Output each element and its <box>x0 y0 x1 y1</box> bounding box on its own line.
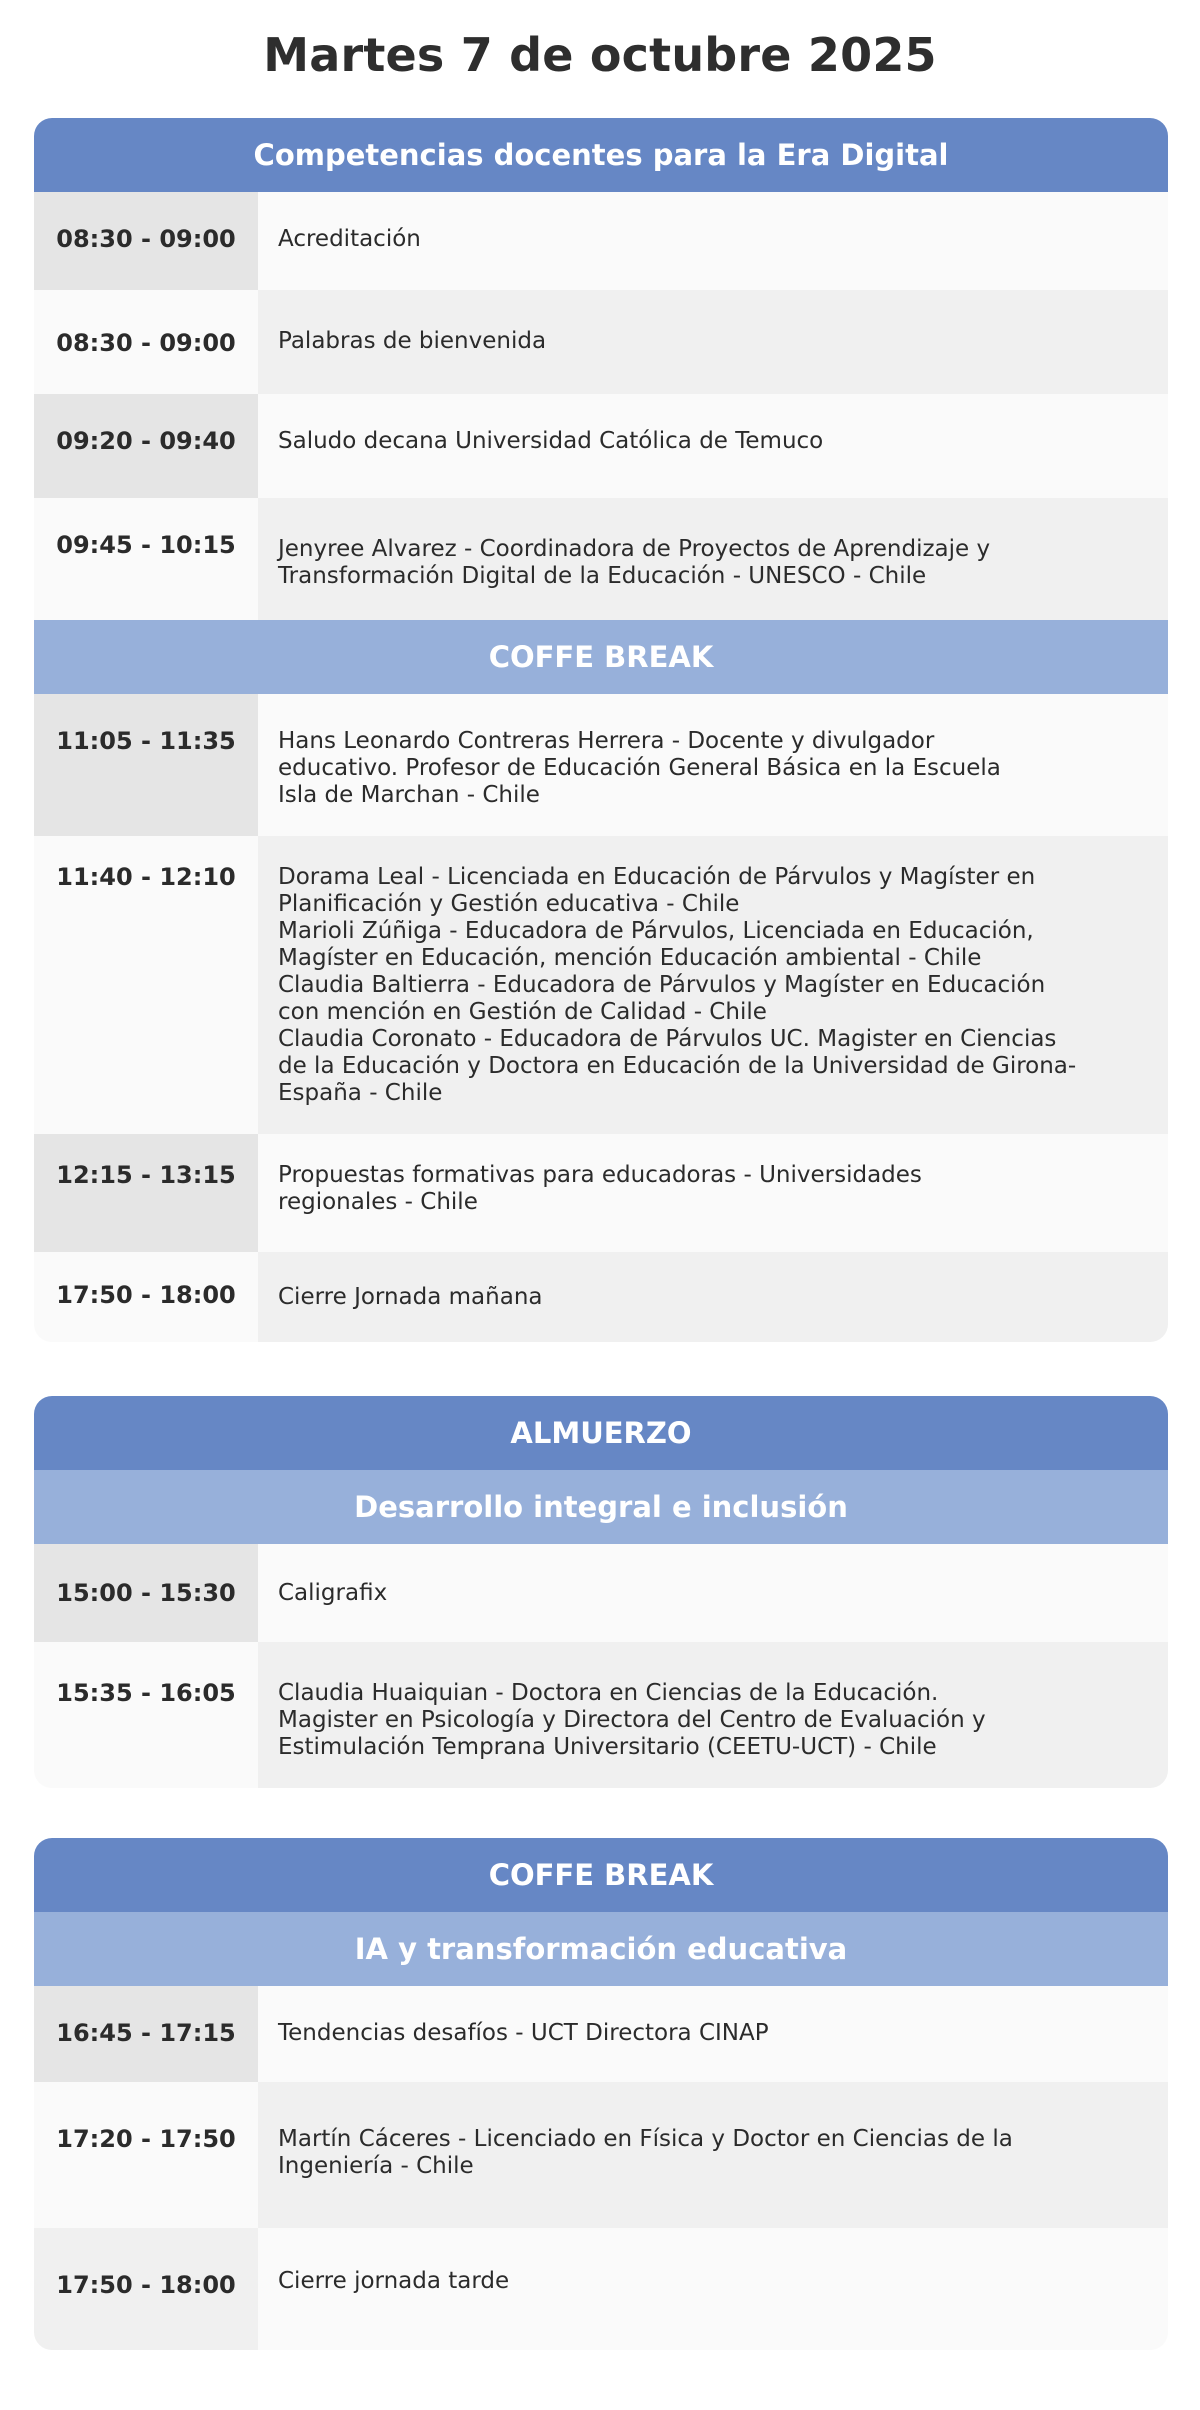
schedule-row <box>34 394 1168 498</box>
time-cell: 08:30 - 09:00 <box>34 192 258 290</box>
description-cell: Saludo decana Universidad Católica de Temuco <box>258 394 1168 498</box>
description-cell: Acreditación <box>258 192 1168 290</box>
coffee-break-header: COFFE BREAK <box>34 620 1168 694</box>
time-cell: 11:40 - 12:10 <box>34 836 258 1134</box>
description-cell: Cierre Jornada mañana <box>258 1252 1168 1342</box>
section-header: COFFE BREAK <box>34 1838 1168 1912</box>
time-cell: 09:45 - 10:15 <box>34 498 258 620</box>
time-cell: 09:20 - 09:40 <box>34 394 258 498</box>
schedule-row <box>34 1134 1168 1252</box>
description-cell: Palabras de bienvenida <box>258 290 1168 394</box>
time-cell: 17:50 - 18:00 <box>34 2228 258 2350</box>
section-subheader: Desarrollo integral e inclusión <box>34 1470 1168 1544</box>
schedule-row <box>34 1544 1168 1642</box>
schedule-row <box>34 694 1168 836</box>
schedule-row <box>34 2082 1168 2228</box>
description-cell: Dorama Leal - Licenciada en Educación de Párvulos y Magíster en Planificación y Gestión educativa - Chile Marioli Zúñiga - Educadora de Párvulos, Licenciada en Educación, Magíster en Educación, mención Educación ambiental - Chile Claudia Baltierra - Educadora de Párvulos y Magíster en Educación con mención en Gestión de Calidad - Chile Claudia Coronato - Educadora de Párvulos UC. Magister en Ciencias de la Educación y Doctora en Educación de la Universidad de Girona- España - Chile <box>258 836 1168 1134</box>
description-cell: Claudia Huaiquian - Doctora en Ciencias de la Educación. Magister en Psicología y Directora del Centro de Evaluación y Estimulación Temprana Universitario (CEETU-UCT) - Chile <box>258 1642 1168 1788</box>
schedule-row <box>34 290 1168 394</box>
time-cell: 16:45 - 17:15 <box>34 1986 258 2082</box>
time-cell: 12:15 - 13:15 <box>34 1134 258 1252</box>
schedule-row <box>34 498 1168 620</box>
time-cell: 15:00 - 15:30 <box>34 1544 258 1642</box>
section-header: Competencias docentes para la Era Digital <box>34 118 1168 192</box>
schedule-row <box>34 836 1168 1134</box>
description-cell: Jenyree Alvarez - Coordinadora de Proyectos de Aprendizaje y Transformación Digital de la Educación - UNESCO - Chile <box>258 498 1168 620</box>
schedule-row <box>34 1252 1168 1342</box>
schedule-row <box>34 2228 1168 2350</box>
description-cell: Caligrafix <box>258 1544 1168 1642</box>
schedule-block-afternoon <box>34 1838 1168 2350</box>
time-cell: 08:30 - 09:00 <box>34 290 258 394</box>
section-subheader: IA y transformación educativa <box>34 1912 1168 1986</box>
schedule-block-morning <box>34 118 1168 1342</box>
time-cell: 15:35 - 16:05 <box>34 1642 258 1788</box>
description-cell: Hans Leonardo Contreras Herrera - Docente y divulgador educativo. Profesor de Educación General Básica en la Escuela Isla de Marchan - Chile <box>258 694 1168 836</box>
description-cell: Propuestas formativas para educadoras - Universidades regionales - Chile <box>258 1134 1168 1252</box>
time-cell: 17:50 - 18:00 <box>34 1252 258 1342</box>
section-header: ALMUERZO <box>34 1396 1168 1470</box>
schedule-row <box>34 1642 1168 1788</box>
schedule-row <box>34 1986 1168 2082</box>
time-cell: 17:20 - 17:50 <box>34 2082 258 2228</box>
schedule-block-lunch <box>34 1396 1168 1788</box>
page-title: Martes 7 de octubre 2025 <box>263 28 937 82</box>
description-cell: Tendencias desafíos - UCT Directora CINAP <box>258 1986 1168 2082</box>
schedule-row <box>34 192 1168 290</box>
time-cell: 11:05 - 11:35 <box>34 694 258 836</box>
description-cell: Martín Cáceres - Licenciado en Física y Doctor en Ciencias de la Ingeniería - Chile <box>258 2082 1168 2228</box>
description-cell: Cierre jornada tarde <box>258 2228 1168 2350</box>
